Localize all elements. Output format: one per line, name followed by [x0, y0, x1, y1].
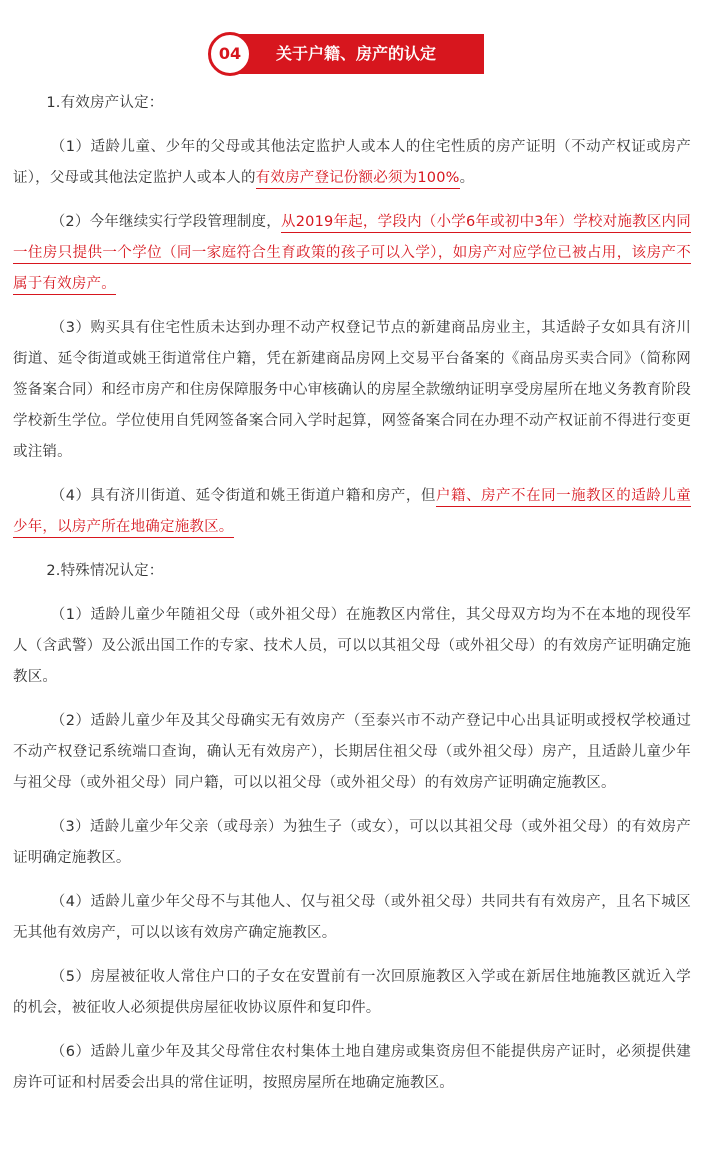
paragraph-text: （1）适龄儿童、少年的父母或其他法定监护人或本人的住宅性质的房产证明（不动产权证或房产证），父母或其他法定监护人或本人的 [13, 139, 691, 186]
section1-paragraph-2 [13, 207, 691, 300]
article-body [13, 88, 691, 1112]
section2-heading: 2.特殊情况认定： [46, 563, 164, 579]
section-header [208, 32, 484, 76]
section2-paragraph-3: （3）适龄儿童少年父亲（或母亲）为独生子（或女），可以以其祖父母（或外祖父母）的有效房产证明确定施教区。 [13, 819, 691, 866]
section2-paragraph-6: （6）适龄儿童少年及其父母常住农村集体土地自建房或集资房但不能提供房产证时，必须提供建房许可证和村居委会出具的常住证明，按照房屋所在地确定施教区。 [13, 1044, 691, 1091]
highlighted-text: 从2019年起，学段内（小学6年或初中3年）学校对施教区内同一住房只提供一个学位（同一家庭符合生育政策的孩子可以入学），如房产对应学位已被占用，该房产不属于有效房产。 [13, 214, 691, 295]
section1-paragraph-3: （3）购买具有住宅性质未达到办理不动产权登记节点的新建商品房业主，其适龄子女如具有济川街道、延令街道或姚王街道常住户籍，凭在新建商品房网上交易平台备案的《商品房买卖合同》（简称网签备案合同）和经市房产和住房保障服务中心审核确认的房屋全款缴纳证明享受房屋所在地义务教育阶段学校新生学位。学位使用自凭网签备案合同入学时起算，网签备案合同在办理不动产权证前不得进行变更或注销。 [13, 320, 691, 460]
header-title: 关于户籍、房产的认定 [276, 44, 437, 63]
section2-paragraph-1: （1）适龄儿童少年随祖父母（或外祖父母）在施教区内常住，其父母双方均为不在本地的现役军人（含武警）及公派出国工作的专家、技术人员，可以以其祖父母（或外祖父母）的有效房产证明确定施教区。 [13, 607, 691, 685]
paragraph-text: （4）具有济川街道、延令街道和姚王街道户籍和房产，但 [50, 488, 436, 504]
highlighted-text: 户籍、房产不在同一施教区的适龄儿童少年，以房产所在地确定施教区。 [13, 488, 691, 538]
paragraph-text: （2）今年继续实行学段管理制度， [50, 214, 281, 230]
section1-heading: 1.有效房产认定： [46, 95, 164, 111]
section2-paragraph-4: （4）适龄儿童少年父母不与其他人、仅与祖父母（或外祖父母）共同共有有效房产，且名下城区无其他有效房产，可以以该有效房产确定施教区。 [13, 894, 691, 941]
section1-paragraph-4 [13, 481, 691, 543]
header-bar [222, 34, 484, 74]
section1-paragraph-1 [13, 132, 691, 194]
section2-paragraph-2: （2）适龄儿童少年及其父母确实无有效房产（至泰兴市不动产登记中心出具证明或授权学校通过不动产权登记系统端口查询，确认无有效房产），长期居住祖父母（或外祖父母）房产，且适龄儿童少年与祖父母（或外祖父母）同户籍，可以以祖父母（或外祖父母）的有效房产证明确定施教区。 [13, 713, 691, 791]
paragraph-text: 。 [459, 170, 475, 186]
section2-paragraph-5: （5）房屋被征收人常住户口的子女在安置前有一次回原施教区入学或在新居住地施教区就近入学的机会，被征收人必须提供房屋征收协议原件和复印件。 [13, 969, 691, 1016]
highlighted-text: 有效房产登记份额必须为100% [256, 170, 460, 189]
header-number-badge: 04 [208, 32, 252, 76]
